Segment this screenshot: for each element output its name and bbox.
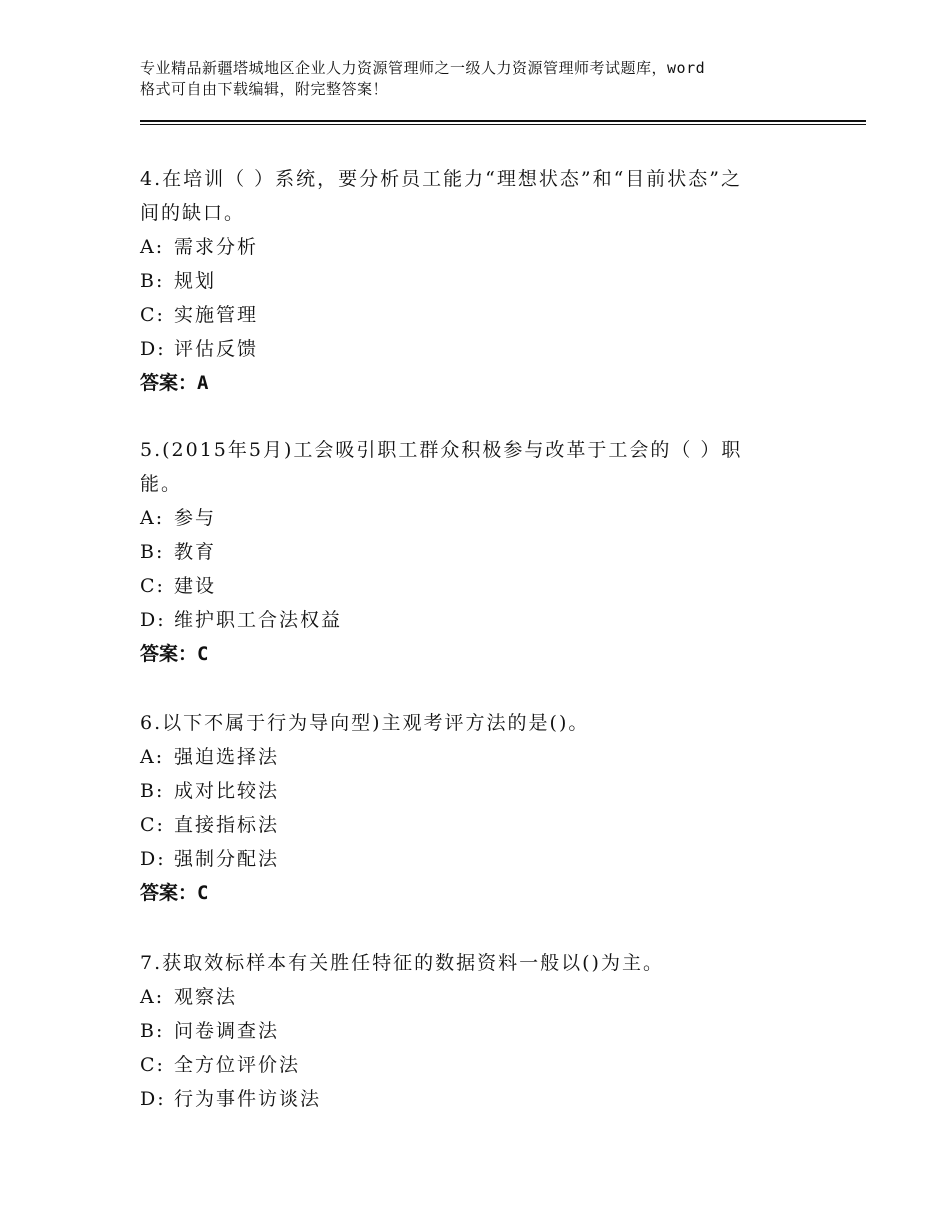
option-letter: A: [140, 236, 165, 258]
question-stem-line: 5.(2015年5月)工会吸引职工群众积极参与改革于工会的（ ）职 [140, 439, 743, 461]
header-line-2: 格式可自由下载编辑，附完整答案！ [140, 80, 389, 98]
option-text: 规划 [174, 270, 217, 292]
option-letter: D: [140, 338, 166, 360]
option-letter: C: [140, 814, 165, 836]
option-letter: A: [140, 746, 165, 768]
option-b [140, 1014, 820, 1048]
option-b [140, 535, 820, 569]
option-b [140, 774, 820, 808]
question-4 [140, 162, 820, 400]
option-letter: D: [140, 1088, 166, 1110]
header-divider-thin [140, 124, 866, 125]
option-text: 行为事件访谈法 [174, 1088, 322, 1110]
question-stem-line: 6.以下不属于行为导向型)主观考评方法的是()。 [140, 712, 590, 734]
option-text: 强制分配法 [174, 848, 280, 870]
option-letter: C: [140, 304, 165, 326]
question-7 [140, 946, 820, 1116]
option-letter: D: [140, 848, 166, 870]
option-c [140, 1048, 820, 1082]
option-letter: C: [140, 1054, 165, 1076]
option-text: 建设 [174, 575, 217, 597]
question-5 [140, 433, 820, 671]
question-6 [140, 706, 820, 910]
question-stem-line: 间的缺口。 [140, 202, 246, 224]
option-a [140, 740, 820, 774]
option-text: 实施管理 [174, 304, 259, 326]
option-letter: C: [140, 575, 165, 597]
option-letter: A: [140, 507, 165, 529]
option-letter: B: [140, 541, 165, 563]
option-text: 观察法 [174, 986, 238, 1008]
answer-line: 答案：C [140, 882, 209, 904]
option-text: 直接指标法 [174, 814, 280, 836]
answer-line: 答案：A [140, 372, 209, 394]
option-letter: B: [140, 270, 165, 292]
option-text: 成对比较法 [174, 780, 280, 802]
option-text: 需求分析 [174, 236, 259, 258]
option-d [140, 603, 820, 637]
option-text: 教育 [174, 541, 217, 563]
option-c [140, 298, 820, 332]
option-letter: B: [140, 780, 165, 802]
answer-line: 答案：C [140, 643, 209, 665]
option-b [140, 264, 820, 298]
option-text: 强迫选择法 [174, 746, 280, 768]
option-letter: B: [140, 1020, 165, 1042]
option-a [140, 230, 820, 264]
document-header [140, 58, 840, 100]
option-letter: D: [140, 609, 166, 631]
question-stem-line: 7.获取效标样本有关胜任特征的数据资料一般以()为主。 [140, 952, 664, 974]
header-line-1: 专业精品新疆塔城地区企业人力资源管理师之一级人力资源管理师考试题库，word [140, 59, 706, 77]
option-d [140, 332, 820, 366]
option-a [140, 980, 820, 1014]
option-c [140, 569, 820, 603]
option-text: 参与 [174, 507, 217, 529]
option-text: 维护职工合法权益 [174, 609, 343, 631]
option-letter: A: [140, 986, 165, 1008]
option-c [140, 808, 820, 842]
question-stem-line: 能。 [140, 473, 183, 495]
option-text: 评估反馈 [174, 338, 259, 360]
option-text: 问卷调查法 [174, 1020, 280, 1042]
header-divider-thick [140, 120, 866, 122]
question-stem-line: 4.在培训（ ）系统，要分析员工能力“理想状态”和“目前状态”之 [140, 168, 743, 190]
option-d [140, 1082, 820, 1116]
option-text: 全方位评价法 [174, 1054, 301, 1076]
option-d [140, 842, 820, 876]
option-a [140, 501, 820, 535]
